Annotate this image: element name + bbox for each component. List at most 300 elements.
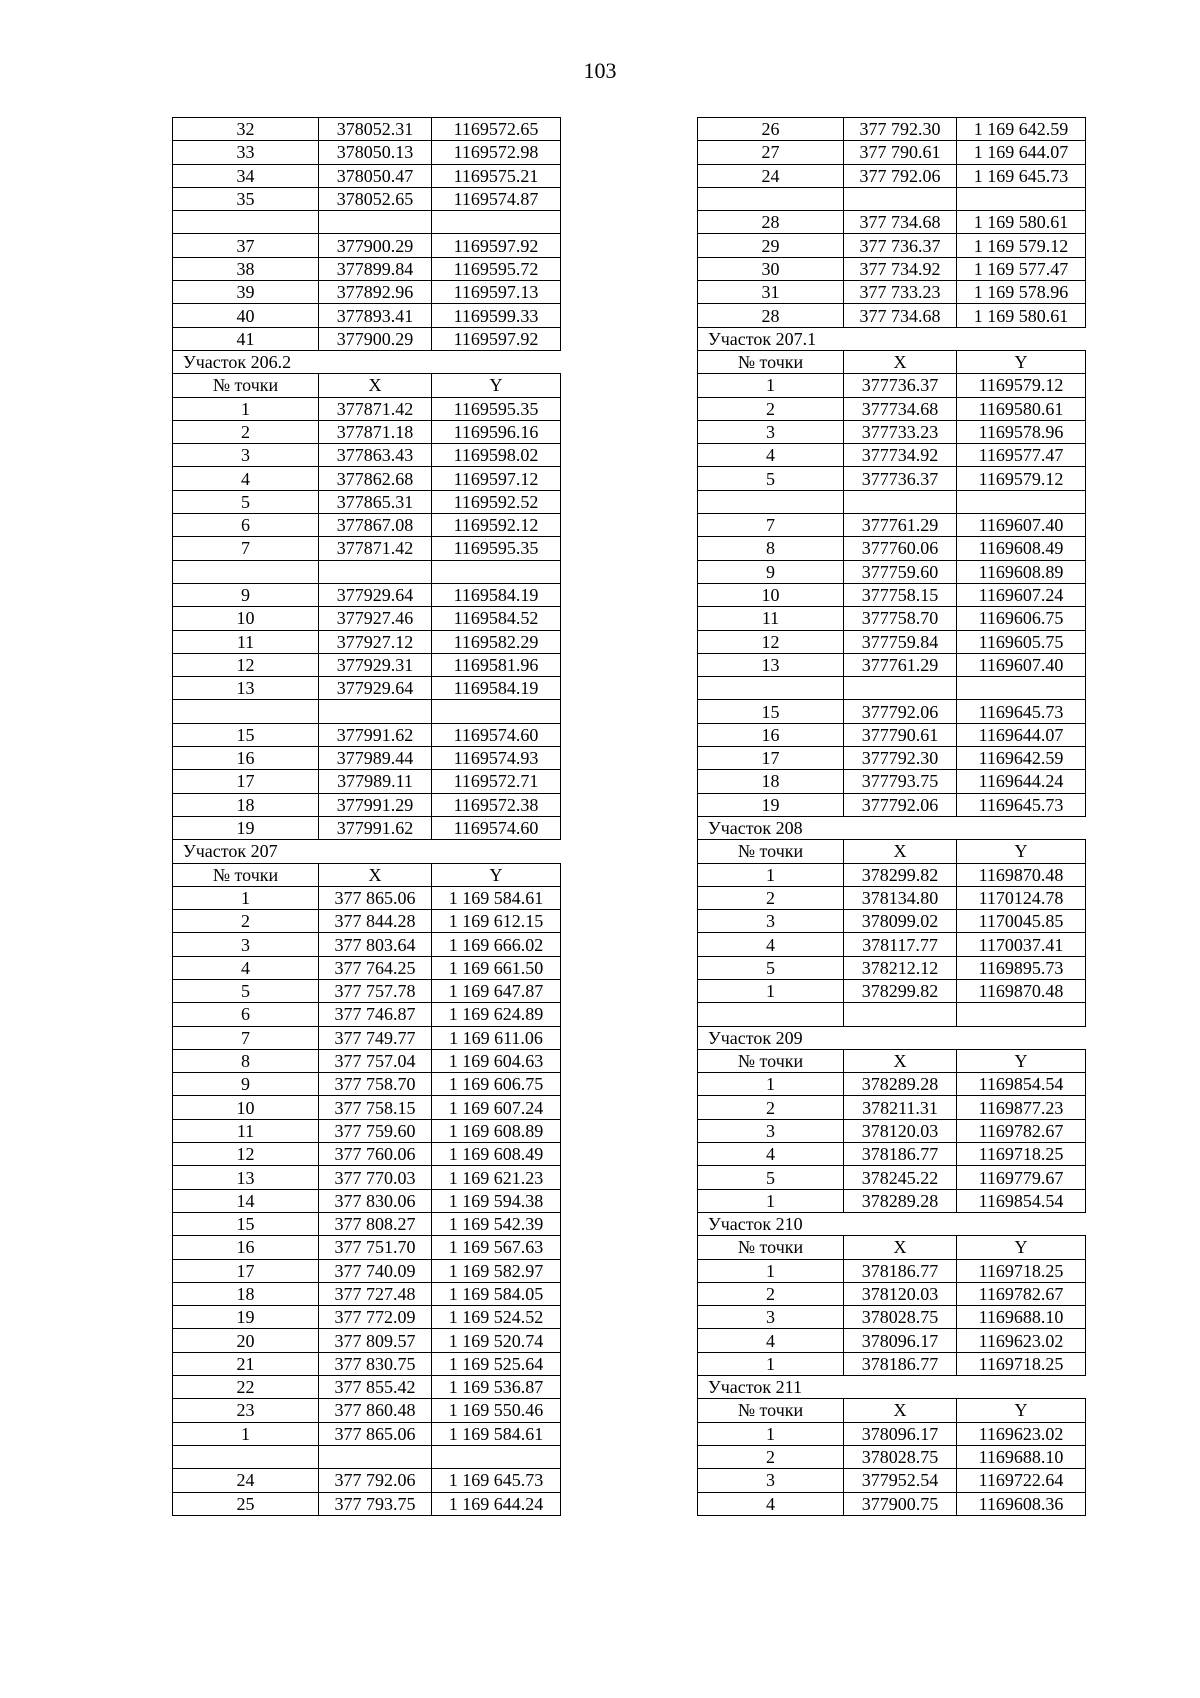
- x-coordinate-cell: 377790.61: [844, 723, 957, 746]
- table-row: [173, 1096, 561, 1119]
- empty-cell: [844, 1003, 957, 1026]
- point-number-cell: 22: [173, 1376, 319, 1399]
- y-coordinate-cell: 1169574.93: [432, 747, 561, 770]
- point-number-cell: 4: [698, 1143, 844, 1166]
- point-number-header: № точки: [173, 374, 319, 397]
- y-coordinate-cell: 1169599.33: [432, 304, 561, 327]
- y-coordinate-cell: 1 169 594.38: [432, 1189, 561, 1212]
- empty-cell: [319, 1445, 432, 1468]
- table-row: [698, 747, 1086, 770]
- empty-cell: [173, 560, 319, 583]
- x-header: X: [844, 1399, 957, 1422]
- section-title: Участок 208: [698, 816, 844, 839]
- point-number-cell: 10: [173, 1096, 319, 1119]
- x-coordinate-cell: 377 792.30: [844, 118, 957, 141]
- point-number-cell: 39: [173, 281, 319, 304]
- table-row: [173, 1469, 561, 1492]
- point-number-header: № точки: [173, 863, 319, 886]
- table-row: [173, 816, 561, 839]
- table-row: [173, 1282, 561, 1305]
- x-coordinate-cell: 377 803.64: [319, 933, 432, 956]
- point-number-cell: 19: [698, 793, 844, 816]
- point-number-cell: 3: [698, 1306, 844, 1329]
- point-number-cell: 4: [698, 444, 844, 467]
- y-coordinate-cell: 1170037.41: [957, 933, 1086, 956]
- y-coordinate-cell: 1169595.35: [432, 537, 561, 560]
- section-title-spacer: [957, 1212, 1086, 1235]
- table-row: [698, 164, 1086, 187]
- y-coordinate-cell: 1169582.29: [432, 630, 561, 653]
- y-coordinate-cell: 1169579.12: [957, 467, 1086, 490]
- table-row: [698, 444, 1086, 467]
- point-number-cell: 16: [173, 1236, 319, 1259]
- x-coordinate-cell: 377 830.75: [319, 1352, 432, 1375]
- y-coordinate-cell: 1169584.52: [432, 607, 561, 630]
- point-number-cell: 2: [698, 1445, 844, 1468]
- point-number-cell: 8: [173, 1049, 319, 1072]
- section-title-row: [698, 1026, 1086, 1049]
- point-number-cell: 33: [173, 141, 319, 164]
- y-coordinate-cell: 1169608.36: [957, 1492, 1086, 1515]
- coordinates-table-left: [172, 117, 561, 1516]
- x-coordinate-cell: 377 855.42: [319, 1376, 432, 1399]
- point-number-cell: 37: [173, 234, 319, 257]
- point-number-cell: 11: [173, 630, 319, 653]
- y-coordinate-cell: 1169584.19: [432, 583, 561, 606]
- point-number-cell: 4: [698, 933, 844, 956]
- section-title: Участок 211: [698, 1376, 844, 1399]
- y-coordinate-cell: 1169595.35: [432, 397, 561, 420]
- point-number-cell: 2: [173, 420, 319, 443]
- y-coordinate-cell: 1169595.72: [432, 257, 561, 280]
- y-coordinate-cell: 1169596.16: [432, 420, 561, 443]
- empty-cell: [698, 1003, 844, 1026]
- x-coordinate-cell: 378117.77: [844, 933, 957, 956]
- y-coordinate-cell: 1169572.38: [432, 793, 561, 816]
- empty-cell: [432, 700, 561, 723]
- point-number-cell: 2: [698, 1282, 844, 1305]
- y-coordinate-cell: 1169575.21: [432, 164, 561, 187]
- y-coordinate-cell: 1169577.47: [957, 444, 1086, 467]
- y-coordinate-cell: 1 169 644.07: [957, 141, 1086, 164]
- table-row: [173, 1119, 561, 1142]
- point-number-cell: 1: [698, 1422, 844, 1445]
- x-header: X: [844, 1049, 957, 1072]
- point-number-cell: 10: [698, 583, 844, 606]
- x-coordinate-cell: 377991.62: [319, 723, 432, 746]
- x-coordinate-cell: 377 749.77: [319, 1026, 432, 1049]
- x-coordinate-cell: 377758.15: [844, 583, 957, 606]
- y-coordinate-cell: 1169782.67: [957, 1119, 1086, 1142]
- point-number-header: № точки: [698, 1399, 844, 1422]
- y-coordinate-cell: 1169623.02: [957, 1329, 1086, 1352]
- section-title-spacer: [957, 1376, 1086, 1399]
- section-title-spacer: [844, 816, 957, 839]
- table-row: [173, 979, 561, 1002]
- table-row: [698, 933, 1086, 956]
- x-coordinate-cell: 377 759.60: [319, 1119, 432, 1142]
- section-title: Участок 210: [698, 1212, 844, 1235]
- column-header-row: [698, 1049, 1086, 1072]
- table-row: [173, 444, 561, 467]
- table-row: [173, 607, 561, 630]
- y-coordinate-cell: 1 169 550.46: [432, 1399, 561, 1422]
- point-number-cell: 16: [698, 723, 844, 746]
- empty-cell: [844, 490, 957, 513]
- page-number: 103: [583, 58, 617, 83]
- empty-cell: [698, 490, 844, 513]
- x-coordinate-cell: 377871.42: [319, 397, 432, 420]
- x-coordinate-cell: 378096.17: [844, 1422, 957, 1445]
- point-number-cell: 16: [173, 747, 319, 770]
- y-coordinate-cell: 1 169 525.64: [432, 1352, 561, 1375]
- y-coordinate-cell: 1 169 661.50: [432, 956, 561, 979]
- point-number-cell: 4: [698, 1329, 844, 1352]
- y-coordinate-cell: 1169579.12: [957, 374, 1086, 397]
- point-number-cell: 2: [698, 886, 844, 909]
- x-coordinate-cell: 377 865.06: [319, 1422, 432, 1445]
- x-header: X: [844, 1236, 957, 1259]
- y-coordinate-cell: 1169854.54: [957, 1189, 1086, 1212]
- point-number-header: № точки: [698, 1236, 844, 1259]
- table-row: [173, 141, 561, 164]
- x-coordinate-cell: 378050.47: [319, 164, 432, 187]
- y-coordinate-cell: 1169572.65: [432, 118, 561, 141]
- y-coordinate-cell: 1 169 584.61: [432, 886, 561, 909]
- y-coordinate-cell: 1169584.19: [432, 677, 561, 700]
- table-row: [698, 397, 1086, 420]
- x-coordinate-cell: 378186.77: [844, 1259, 957, 1282]
- table-row: [173, 1422, 561, 1445]
- table-row: [698, 863, 1086, 886]
- empty-cell: [844, 187, 957, 210]
- point-number-cell: 6: [173, 514, 319, 537]
- column-header-row: [698, 840, 1086, 863]
- y-coordinate-cell: 1 169 612.15: [432, 910, 561, 933]
- y-coordinate-cell: 1169605.75: [957, 630, 1086, 653]
- point-number-cell: 1: [698, 1352, 844, 1375]
- x-coordinate-cell: 377736.37: [844, 374, 957, 397]
- point-number-cell: 13: [173, 677, 319, 700]
- x-header: X: [844, 840, 957, 863]
- section-title: Участок 209: [698, 1026, 844, 1049]
- blank-row: [698, 677, 1086, 700]
- y-coordinate-cell: 1169607.40: [957, 514, 1086, 537]
- y-coordinate-cell: 1169574.60: [432, 723, 561, 746]
- empty-cell: [319, 560, 432, 583]
- section-title-row: [698, 1376, 1086, 1399]
- y-coordinate-cell: 1169598.02: [432, 444, 561, 467]
- y-coordinate-cell: 1169895.73: [957, 956, 1086, 979]
- y-coordinate-cell: 1169718.25: [957, 1352, 1086, 1375]
- x-coordinate-cell: 377 790.61: [844, 141, 957, 164]
- x-coordinate-cell: 377900.29: [319, 234, 432, 257]
- point-number-cell: 34: [173, 164, 319, 187]
- x-coordinate-cell: 377899.84: [319, 257, 432, 280]
- table-row: [173, 1212, 561, 1235]
- table-row: [173, 537, 561, 560]
- y-coordinate-cell: 1 169 607.24: [432, 1096, 561, 1119]
- y-coordinate-cell: 1 169 647.87: [432, 979, 561, 1002]
- point-number-cell: 1: [698, 863, 844, 886]
- y-coordinate-cell: 1169592.52: [432, 490, 561, 513]
- y-coordinate-cell: 1 169 645.73: [957, 164, 1086, 187]
- empty-cell: [319, 700, 432, 723]
- y-coordinate-cell: 1169877.23: [957, 1096, 1086, 1119]
- y-coordinate-cell: 1169574.60: [432, 816, 561, 839]
- empty-cell: [432, 1445, 561, 1468]
- y-coordinate-cell: 1169644.07: [957, 723, 1086, 746]
- table-row: [173, 1049, 561, 1072]
- table-row: [698, 560, 1086, 583]
- point-number-cell: 5: [698, 956, 844, 979]
- y-coordinate-cell: 1169645.73: [957, 700, 1086, 723]
- point-number-cell: 4: [173, 956, 319, 979]
- table-row: [173, 1306, 561, 1329]
- empty-cell: [432, 211, 561, 234]
- y-coordinate-cell: 1 169 536.87: [432, 1376, 561, 1399]
- point-number-cell: 11: [698, 607, 844, 630]
- table-row: [698, 281, 1086, 304]
- point-number-cell: 1: [698, 979, 844, 1002]
- point-number-cell: 28: [698, 211, 844, 234]
- y-coordinate-cell: 1 169 642.59: [957, 118, 1086, 141]
- y-coordinate-cell: 1169592.12: [432, 514, 561, 537]
- x-coordinate-cell: 377989.11: [319, 770, 432, 793]
- section-title-spacer: [844, 1212, 957, 1235]
- point-number-cell: 1: [698, 374, 844, 397]
- table-row: [173, 118, 561, 141]
- x-coordinate-cell: 377 757.04: [319, 1049, 432, 1072]
- empty-cell: [173, 1445, 319, 1468]
- table-row: [698, 723, 1086, 746]
- column-header-row: [698, 1399, 1086, 1422]
- table-row: [698, 211, 1086, 234]
- point-number-cell: 4: [698, 1492, 844, 1515]
- x-coordinate-cell: 377759.60: [844, 560, 957, 583]
- y-coordinate-cell: 1169608.89: [957, 560, 1086, 583]
- table-row: [698, 793, 1086, 816]
- table-row: [173, 257, 561, 280]
- table-row: [698, 420, 1086, 443]
- table-row: [698, 234, 1086, 257]
- y-header: Y: [957, 1236, 1086, 1259]
- table-row: [173, 886, 561, 909]
- x-coordinate-cell: 377927.46: [319, 607, 432, 630]
- x-coordinate-cell: 377792.30: [844, 747, 957, 770]
- y-coordinate-cell: 1169597.12: [432, 467, 561, 490]
- point-number-cell: 9: [173, 1073, 319, 1096]
- table-row: [698, 141, 1086, 164]
- table-row: [698, 979, 1086, 1002]
- point-number-cell: 17: [698, 747, 844, 770]
- y-coordinate-cell: 1 169 584.05: [432, 1282, 561, 1305]
- y-coordinate-cell: 1169580.61: [957, 397, 1086, 420]
- x-coordinate-cell: 377734.68: [844, 397, 957, 420]
- x-coordinate-cell: 377989.44: [319, 747, 432, 770]
- point-number-cell: 29: [698, 234, 844, 257]
- table-row: [698, 1492, 1086, 1515]
- table-row: [698, 583, 1086, 606]
- point-number-cell: 9: [173, 583, 319, 606]
- blank-row: [173, 211, 561, 234]
- table-row: [698, 374, 1086, 397]
- x-coordinate-cell: 377792.06: [844, 700, 957, 723]
- y-header: Y: [957, 1399, 1086, 1422]
- y-coordinate-cell: 1 169 524.52: [432, 1306, 561, 1329]
- coordinates-table-left-body: [173, 118, 561, 1516]
- empty-cell: [432, 560, 561, 583]
- y-header: Y: [957, 1049, 1086, 1072]
- table-row: [698, 910, 1086, 933]
- y-coordinate-cell: 1 169 606.75: [432, 1073, 561, 1096]
- y-coordinate-cell: 1169608.49: [957, 537, 1086, 560]
- point-number-cell: 18: [698, 770, 844, 793]
- point-number-cell: 23: [173, 1399, 319, 1422]
- y-coordinate-cell: 1 169 621.23: [432, 1166, 561, 1189]
- x-coordinate-cell: 378050.13: [319, 141, 432, 164]
- x-coordinate-cell: 377 736.37: [844, 234, 957, 257]
- x-coordinate-cell: 377991.29: [319, 793, 432, 816]
- x-coordinate-cell: 377 758.70: [319, 1073, 432, 1096]
- table-row: [698, 1469, 1086, 1492]
- section-title-row: [698, 1212, 1086, 1235]
- empty-cell: [957, 677, 1086, 700]
- x-coordinate-cell: 377 830.06: [319, 1189, 432, 1212]
- point-number-cell: 1: [698, 1073, 844, 1096]
- section-title-row: [698, 816, 1086, 839]
- point-number-cell: 13: [698, 653, 844, 676]
- empty-cell: [698, 677, 844, 700]
- table-row: [698, 956, 1086, 979]
- y-header: Y: [957, 350, 1086, 373]
- point-number-cell: 31: [698, 281, 844, 304]
- x-coordinate-cell: 378186.77: [844, 1143, 957, 1166]
- point-number-cell: 1: [173, 1422, 319, 1445]
- empty-cell: [957, 1003, 1086, 1026]
- section-title-spacer: [432, 350, 561, 373]
- table-row: [173, 1166, 561, 1189]
- x-coordinate-cell: 378099.02: [844, 910, 957, 933]
- table-row: [698, 1306, 1086, 1329]
- x-coordinate-cell: 377929.64: [319, 583, 432, 606]
- point-number-cell: 8: [698, 537, 844, 560]
- point-number-cell: 1: [698, 1189, 844, 1212]
- empty-cell: [698, 187, 844, 210]
- y-coordinate-cell: 1169779.67: [957, 1166, 1086, 1189]
- section-title-spacer: [844, 1026, 957, 1049]
- x-coordinate-cell: 377862.68: [319, 467, 432, 490]
- empty-cell: [957, 490, 1086, 513]
- point-number-cell: 17: [173, 1259, 319, 1282]
- table-row: [173, 1352, 561, 1375]
- table-row: [173, 1329, 561, 1352]
- x-coordinate-cell: 377 758.15: [319, 1096, 432, 1119]
- x-coordinate-cell: 377761.29: [844, 514, 957, 537]
- y-coordinate-cell: 1 169 644.24: [432, 1492, 561, 1515]
- x-coordinate-cell: 377734.92: [844, 444, 957, 467]
- point-number-cell: 9: [698, 560, 844, 583]
- blank-row: [173, 1445, 561, 1468]
- table-row: [173, 1259, 561, 1282]
- section-title-row: [698, 327, 1086, 350]
- y-coordinate-cell: 1169578.96: [957, 420, 1086, 443]
- y-coordinate-cell: 1169870.48: [957, 979, 1086, 1002]
- point-number-cell: 41: [173, 327, 319, 350]
- y-coordinate-cell: 1 169 608.49: [432, 1143, 561, 1166]
- table-row: [698, 1119, 1086, 1142]
- point-number-cell: 3: [698, 420, 844, 443]
- point-number-cell: 40: [173, 304, 319, 327]
- table-row: [698, 1445, 1086, 1468]
- y-coordinate-cell: 1 169 567.63: [432, 1236, 561, 1259]
- y-coordinate-cell: 1 169 578.96: [957, 281, 1086, 304]
- y-header: Y: [432, 374, 561, 397]
- point-number-cell: 14: [173, 1189, 319, 1212]
- column-header-row: [173, 863, 561, 886]
- table-row: [173, 583, 561, 606]
- table-row: [173, 1073, 561, 1096]
- x-coordinate-cell: 377952.54: [844, 1469, 957, 1492]
- x-header: X: [319, 863, 432, 886]
- point-number-cell: 12: [173, 653, 319, 676]
- section-title: Участок 206.2: [173, 350, 319, 373]
- x-coordinate-cell: 378299.82: [844, 863, 957, 886]
- x-coordinate-cell: 377 793.75: [319, 1492, 432, 1515]
- point-number-cell: 1: [173, 397, 319, 420]
- y-coordinate-cell: 1169572.98: [432, 141, 561, 164]
- table-row: [698, 1073, 1086, 1096]
- section-title: Участок 207: [173, 840, 319, 863]
- y-coordinate-cell: 1 169 608.89: [432, 1119, 561, 1142]
- point-number-cell: 11: [173, 1119, 319, 1142]
- x-coordinate-cell: 378289.28: [844, 1189, 957, 1212]
- y-coordinate-cell: 1169642.59: [957, 747, 1086, 770]
- table-row: [698, 1189, 1086, 1212]
- section-title-spacer: [844, 1376, 957, 1399]
- point-number-cell: 18: [173, 1282, 319, 1305]
- section-title-spacer: [957, 327, 1086, 350]
- y-coordinate-cell: 1 169 580.61: [957, 304, 1086, 327]
- y-coordinate-cell: 1 169 580.61: [957, 211, 1086, 234]
- y-coordinate-cell: 1169597.13: [432, 281, 561, 304]
- x-coordinate-cell: 377759.84: [844, 630, 957, 653]
- y-coordinate-cell: 1169854.54: [957, 1073, 1086, 1096]
- table-row: [698, 630, 1086, 653]
- x-coordinate-cell: 378052.31: [319, 118, 432, 141]
- table-row: [173, 770, 561, 793]
- y-header: Y: [957, 840, 1086, 863]
- section-title-spacer: [319, 350, 432, 373]
- x-coordinate-cell: 377892.96: [319, 281, 432, 304]
- table-row: [173, 1003, 561, 1026]
- x-coordinate-cell: 377991.62: [319, 816, 432, 839]
- empty-cell: [844, 677, 957, 700]
- x-coordinate-cell: 377736.37: [844, 467, 957, 490]
- section-title-row: [173, 350, 561, 373]
- section-title-spacer: [432, 840, 561, 863]
- x-coordinate-cell: 378211.31: [844, 1096, 957, 1119]
- x-coordinate-cell: 377 772.09: [319, 1306, 432, 1329]
- y-coordinate-cell: 1 169 645.73: [432, 1469, 561, 1492]
- x-coordinate-cell: 377 757.78: [319, 979, 432, 1002]
- x-coordinate-cell: 377871.42: [319, 537, 432, 560]
- table-row: [698, 304, 1086, 327]
- x-coordinate-cell: 377 733.23: [844, 281, 957, 304]
- x-header: X: [844, 350, 957, 373]
- table-row: [173, 747, 561, 770]
- y-coordinate-cell: 1170045.85: [957, 910, 1086, 933]
